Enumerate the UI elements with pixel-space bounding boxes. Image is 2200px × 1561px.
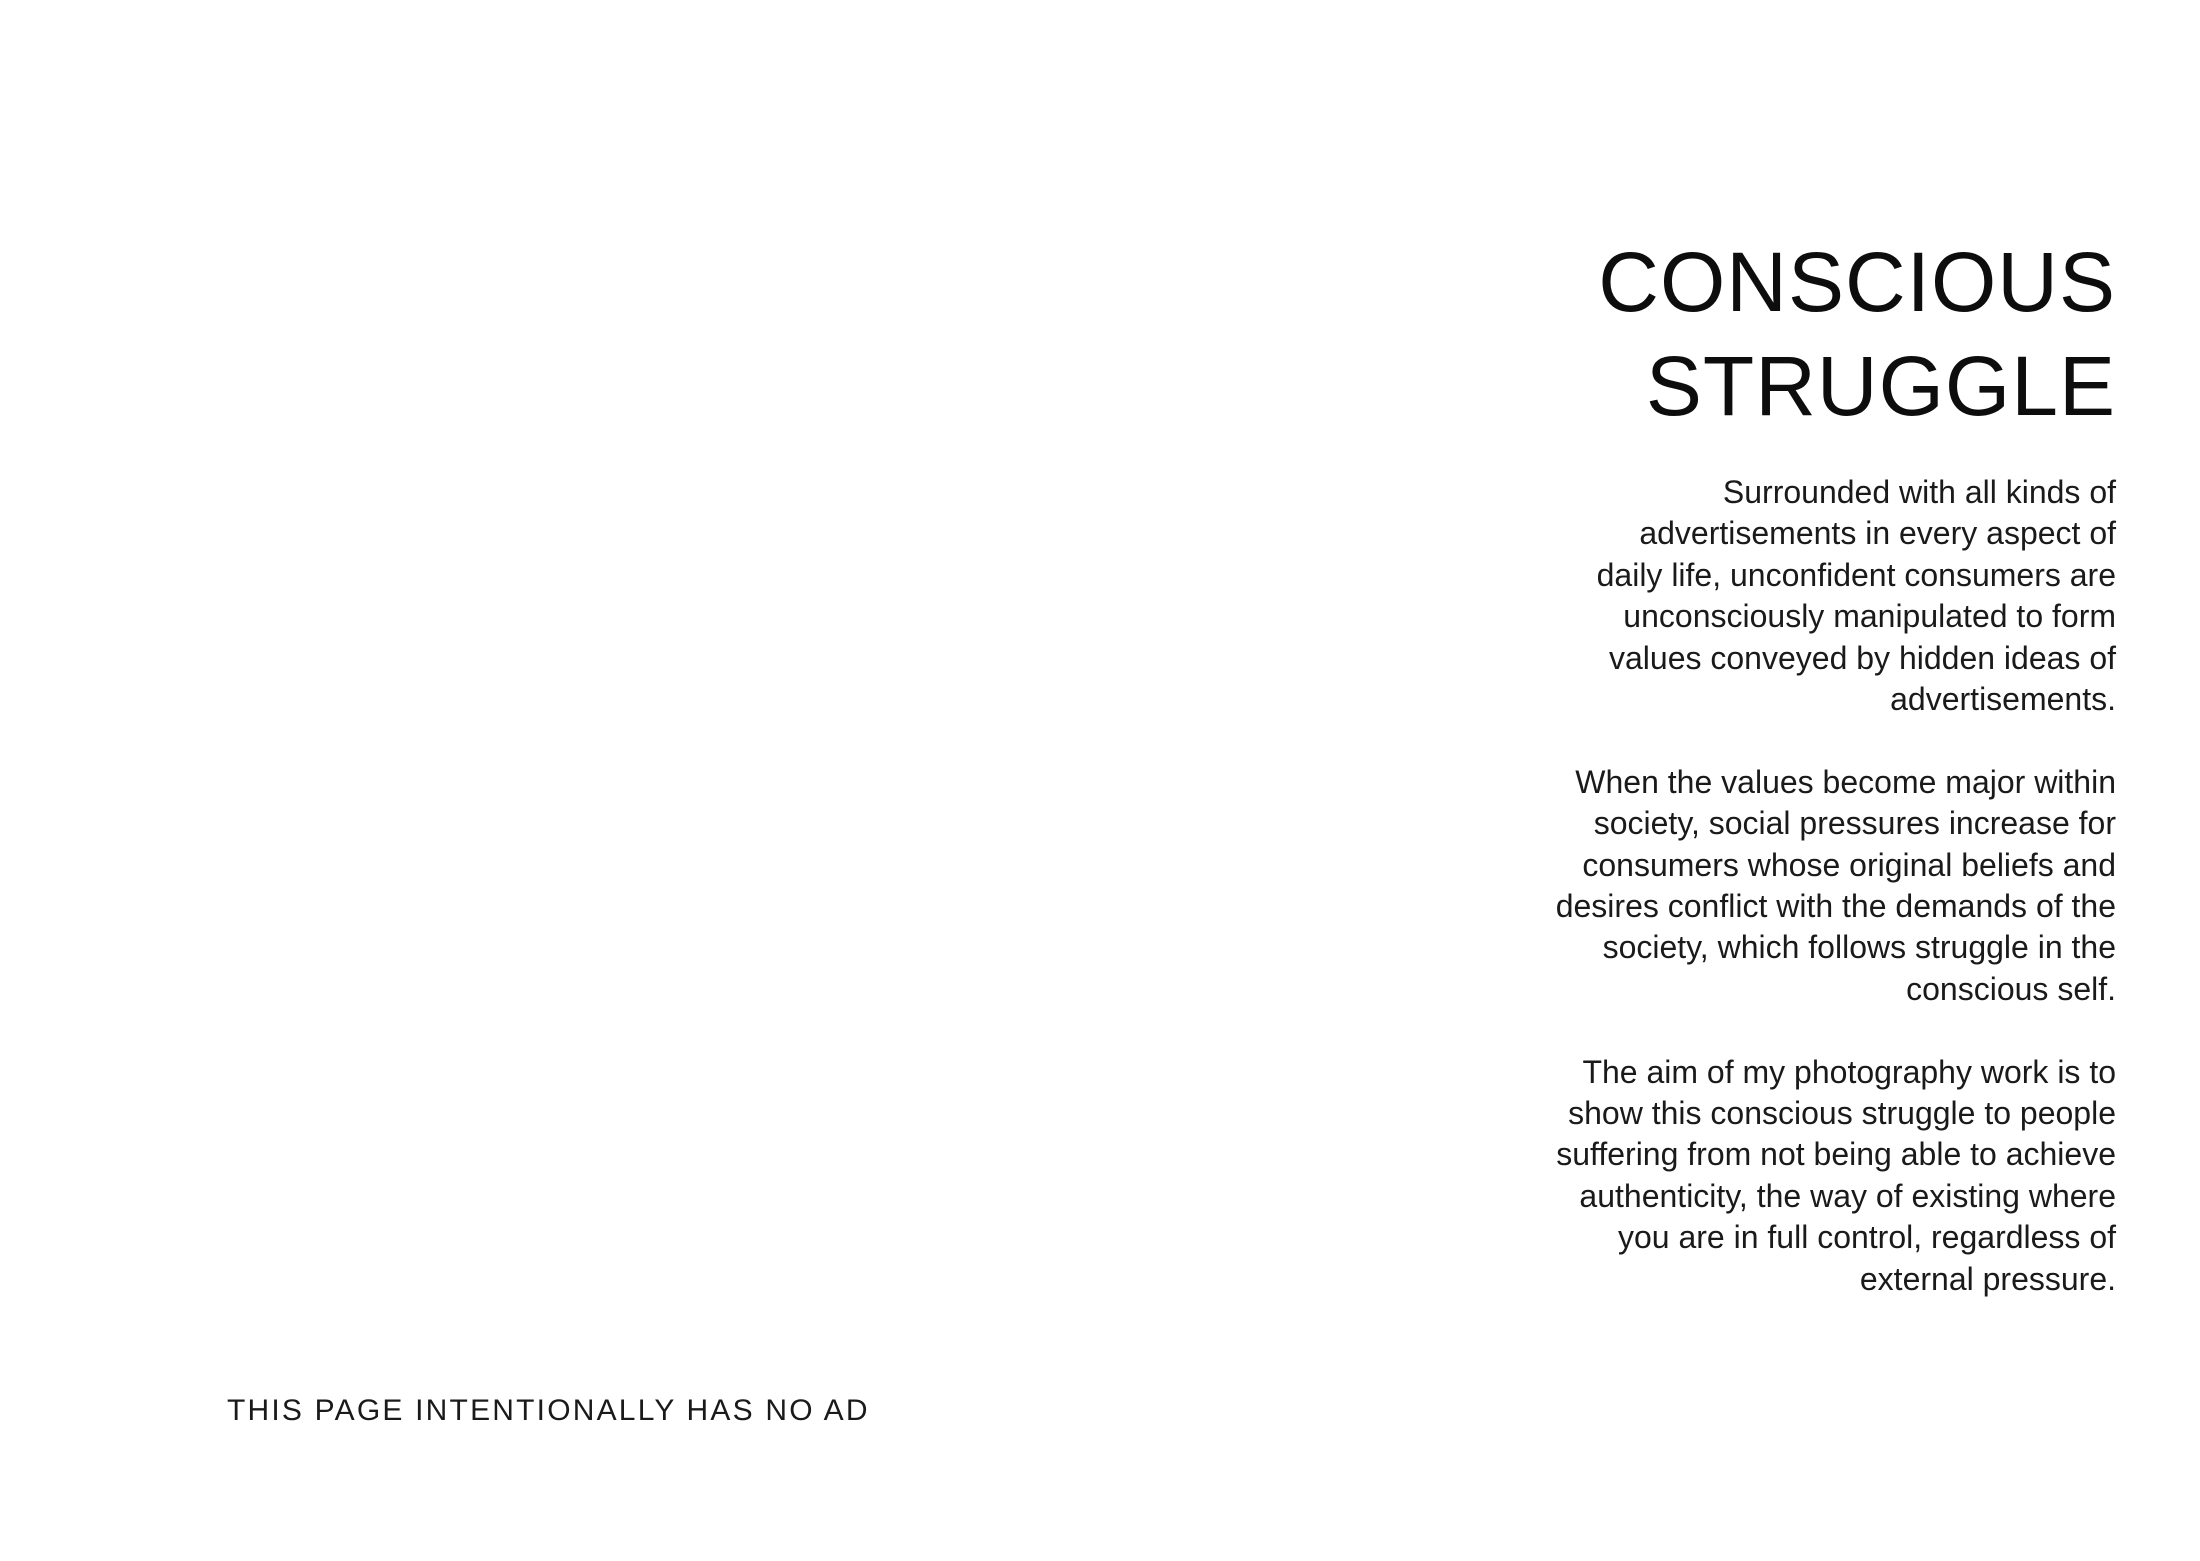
- text-line: unconsciously manipulated to form: [1623, 598, 2116, 635]
- right-page: [1100, 0, 2200, 1561]
- text-line: desires conflict with the demands of the: [1555, 888, 2116, 925]
- title-line: STRUGGLE: [1645, 339, 2116, 433]
- text-line: authenticity, the way of existing where: [1579, 1177, 2116, 1214]
- article-body: [1396, 472, 2116, 1300]
- text-line: advertisements.: [1890, 681, 2116, 718]
- text-line: suffering from not being able to achieve: [1556, 1136, 2116, 1173]
- text-line: consumers whose original beliefs and: [1582, 846, 2116, 883]
- text-line: daily life, unconfident consumers are: [1596, 556, 2116, 593]
- text-line: Surrounded with all kinds of: [1722, 474, 2116, 510]
- text-line: values conveyed by hidden ideas of: [1608, 639, 2116, 676]
- text-line: show this conscious struggle to people: [1568, 1095, 2116, 1132]
- paragraph-3: [1396, 1052, 2116, 1300]
- text-line: conscious self.: [1906, 970, 2116, 1007]
- no-ad-notice: THIS PAGE INTENTIONALLY HAS NO AD: [227, 1394, 870, 1427]
- article: [1396, 230, 2116, 1300]
- text-line: society, social pressures increase for: [1593, 805, 2116, 842]
- text-line: society, which follows struggle in the: [1602, 929, 2116, 966]
- text-line: external pressure.: [1859, 1260, 2116, 1297]
- text-line: you are in full control, regardless of: [1617, 1219, 2116, 1256]
- text-line: When the values become major within: [1575, 763, 2116, 800]
- text-line: The aim of my photography work is to: [1582, 1053, 2116, 1090]
- paragraph-2: [1396, 762, 2116, 1010]
- article-title: [1396, 230, 2116, 438]
- title-line: CONSCIOUS: [1598, 235, 2116, 329]
- paragraph-1: [1396, 472, 2116, 720]
- text-line: advertisements in every aspect of: [1639, 515, 2116, 552]
